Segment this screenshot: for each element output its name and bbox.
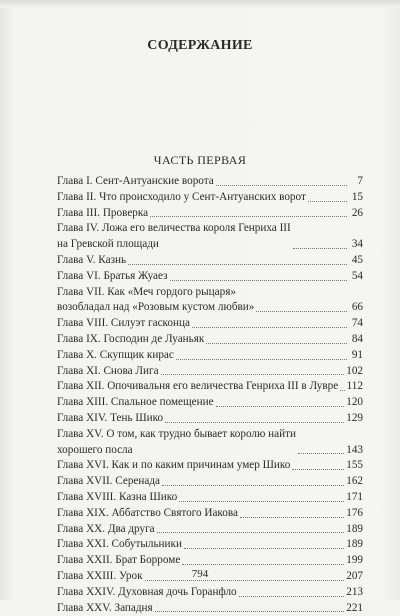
part-heading: ЧАСТЬ ПЕРВАЯ xyxy=(153,153,247,167)
toc-entry-title: Глава XV. О том, как трудно бывает королю найти хорошего посла xyxy=(57,427,296,456)
toc-entry-title: Глава III. Проверка xyxy=(57,206,149,219)
toc-leader-dots xyxy=(161,374,345,375)
toc-leader-dots xyxy=(216,185,347,186)
toc-leader-dots xyxy=(292,469,344,470)
toc-entry-title: Глава XX. Два друга xyxy=(57,522,155,535)
toc-entry xyxy=(57,253,363,269)
toc-entry xyxy=(57,395,363,411)
toc-entry xyxy=(57,364,363,380)
toc-entry xyxy=(57,474,363,490)
toc-leader-dots xyxy=(184,548,344,549)
toc-entry-page: 102 xyxy=(346,364,363,377)
toc-entry-title: Глава IX. Господин де Луаньяк xyxy=(57,332,205,345)
toc-entry-page: 189 xyxy=(346,538,363,551)
toc-entry-page: 45 xyxy=(351,253,363,266)
toc-leader-dots xyxy=(170,280,347,281)
toc-entry-title: Глава XVI. Как и по каким причинам умер Шико xyxy=(57,459,291,472)
toc-leader-dots xyxy=(155,611,345,612)
toc-entry-title: Глава XII. Опочивальня его величества Генриха III в Лувре xyxy=(57,380,339,393)
toc-leader-dots xyxy=(165,422,344,423)
page-number: 794 xyxy=(191,568,209,580)
toc-entry-page: 143 xyxy=(346,443,363,456)
toc-entry-page: 199 xyxy=(346,554,363,567)
toc-entry xyxy=(57,522,363,538)
toc-entry-page: 176 xyxy=(346,506,363,519)
toc-entry xyxy=(57,553,363,569)
toc-entry-page: 162 xyxy=(346,475,363,488)
toc-entry xyxy=(57,285,363,317)
toc-entry-title: Глава V. Казнь xyxy=(57,253,127,266)
toc-leader-dots xyxy=(216,406,345,407)
toc-entry-page: 91 xyxy=(351,348,363,361)
toc-entry-title: Глава XI. Снова Лига xyxy=(57,364,159,377)
toc-entry xyxy=(57,379,363,395)
toc-entry-title: Глава XIX. Аббатство Святого Иакова xyxy=(57,506,238,519)
toc-entry-title: Глава XVIII. Казна Шико xyxy=(57,490,178,503)
toc-leader-dots xyxy=(293,248,347,249)
toc-entry-page: 221 xyxy=(346,601,363,614)
toc-entry-title: Глава XXV. Западня xyxy=(57,601,153,614)
toc-leader-dots xyxy=(206,343,347,344)
toc-leader-dots xyxy=(308,201,347,202)
toc-entry xyxy=(57,348,363,364)
toc-leader-dots xyxy=(192,327,347,328)
toc-entry-page: 112 xyxy=(346,380,363,393)
toc-entry-page: 213 xyxy=(346,585,363,598)
toc-leader-dots xyxy=(179,501,344,502)
toc-entry-page: 129 xyxy=(346,411,363,424)
toc-entry-page: 34 xyxy=(351,238,363,251)
toc-entry-page: 54 xyxy=(351,269,363,282)
toc-entry xyxy=(57,537,363,553)
toc-entry-page: 120 xyxy=(346,396,363,409)
toc-entry-title: Глава XXIV. Духовная дочь Горанфло xyxy=(57,585,237,598)
toc-leader-dots xyxy=(240,517,344,518)
table-of-contents xyxy=(57,174,363,616)
toc-entry xyxy=(57,506,363,522)
toc-entry-title: Глава XIII. Спальное помещение xyxy=(57,396,214,409)
toc-entry xyxy=(57,316,363,332)
toc-leader-dots xyxy=(182,564,344,565)
toc-entry-title: Глава VI. Братья Жуаез xyxy=(57,269,168,282)
toc-entry-title: Глава VIII. Силуэт гасконца xyxy=(57,317,190,330)
toc-leader-dots xyxy=(298,453,344,454)
toc-entry-page: 171 xyxy=(346,490,363,503)
toc-entry xyxy=(57,411,363,427)
toc-leader-dots xyxy=(150,216,347,217)
toc-leader-dots xyxy=(176,359,347,360)
page-title: СОДЕРЖАНИЕ xyxy=(147,38,253,53)
toc-entry-page: 26 xyxy=(351,206,363,219)
toc-entry-title: Глава XIV. Тень Шико xyxy=(57,411,164,424)
toc-entry-page: 74 xyxy=(351,317,363,330)
toc-entry-page: 155 xyxy=(346,459,363,472)
toc-entry-page: 189 xyxy=(346,522,363,535)
toc-entry xyxy=(57,332,363,348)
toc-leader-dots xyxy=(256,311,347,312)
toc-entry xyxy=(57,174,363,190)
toc-entry xyxy=(57,269,363,285)
toc-leader-dots xyxy=(340,390,344,391)
toc-entry-title: Глава XXI. Собутыльники xyxy=(57,538,182,551)
toc-entry-title: Глава XXII. Брат Борроме xyxy=(57,554,181,567)
toc-entry-title: Глава II. Что происходило у Сент-Антуанских ворот xyxy=(57,190,306,203)
toc-entry-title: Глава X. Скупщик кирас xyxy=(57,348,174,361)
toc-entry xyxy=(57,601,363,616)
toc-entry-title: Глава I. Сент-Антуанские ворота xyxy=(57,175,214,187)
page-top-edge xyxy=(0,0,400,8)
toc-leader-dots xyxy=(162,485,344,486)
toc-entry-title: Глава VII. Как «Меч гордого рыцаря» возобладал над «Розовым кустом любви» xyxy=(57,285,255,314)
toc-entry xyxy=(57,458,363,474)
toc-entry xyxy=(57,427,363,459)
toc-leader-dots xyxy=(157,532,345,533)
toc-entry-page: 7 xyxy=(357,175,363,187)
toc-leader-dots xyxy=(128,264,347,265)
toc-leader-dots xyxy=(239,596,345,597)
toc-entry-page: 15 xyxy=(351,190,363,203)
toc-entry xyxy=(57,585,363,601)
toc-entry xyxy=(57,221,363,253)
toc-entry xyxy=(57,206,363,222)
toc-entry-title: Глава XXIII. Урок xyxy=(57,569,143,582)
toc-entry-page: 66 xyxy=(351,301,363,314)
toc-entry xyxy=(57,490,363,506)
toc-entry-title: Глава XVII. Серенада xyxy=(57,475,161,488)
toc-entry-page: 84 xyxy=(351,332,363,345)
toc-entry-title: Глава IV. Ложа его величества короля Генриха III на Гревской площади xyxy=(57,222,291,251)
toc-entry xyxy=(57,190,363,206)
toc-entry-page: 207 xyxy=(346,569,363,582)
